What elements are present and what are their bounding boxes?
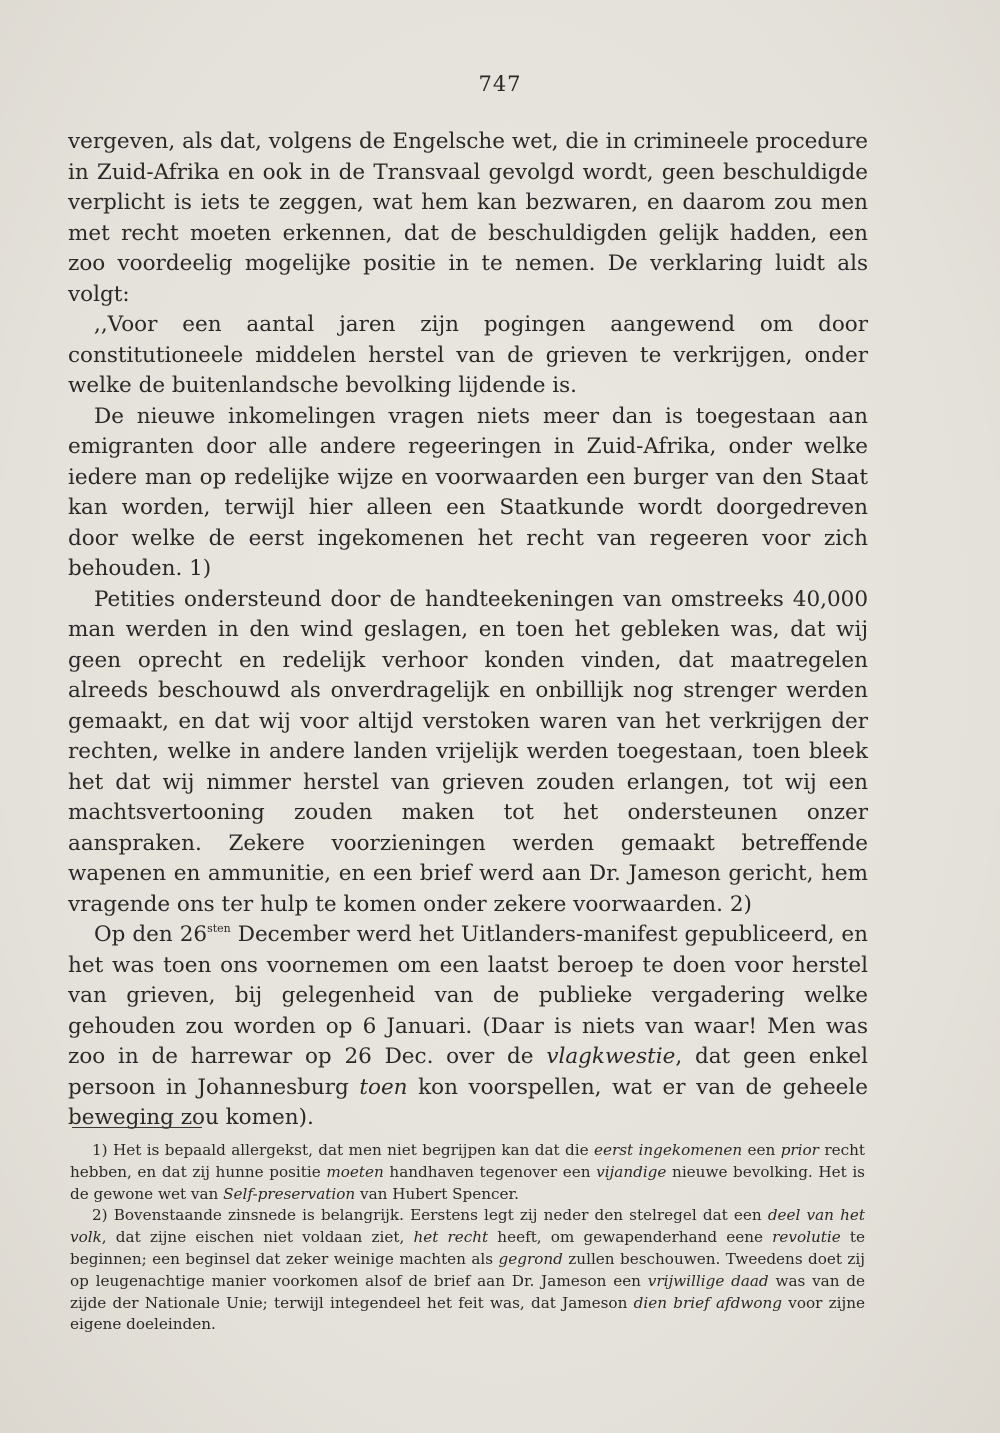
superscript-text: sten [207,922,231,935]
text-segment: kon voorspellen, wat er van de geheele beweging zou komen). [68,1074,868,1130]
italic-text: dien brief afdwong [633,1293,783,1312]
text-segment: 1) Het is bepaald allergekst, dat men niet begrijpen kan dat die [92,1141,595,1159]
text-segment: zullen beschouwen. Tweedens doet zij op leugenachtige manier voorkomen alsof de brief aan Dr. Jameson een [70,1249,866,1290]
text-segment: , dat zijne eischen niet voldaan ziet, [101,1228,414,1247]
italic-text: toen [359,1074,408,1100]
text-segment: December werd het Uitlanders-manifest gepubliceerd, en het was toen ons voornemen om een laatst beroep te doen voor herstel van grieven, bij gelegenheid van de publieke vergadering welke gehouden zou worden op 6 Januari. (Daar is niets van waar! Men was zoo in de harrewar op 26 Dec. over de [68,922,868,1069]
italic-text: prior [780,1141,819,1159]
italic-text: vijandige [596,1162,667,1181]
paragraph-5 [68,920,868,1134]
text-segment: vergeven, als dat, volgens de Engelsche wet, die in crimineele procedure in Zuid-Afrika en ook in de Transvaal gevolgd wordt, geen beschuldigde verplicht is iets te zeggen, wat hem kan bezwaren, en daarom zou men met recht moeten erkennen, dat de beschuldigden gelijk hadden, een zoo voordeelig mogelijke positie in te nemen. De verklaring luidt als volgt: [68,129,868,307]
footnote-1 [70,1140,865,1205]
text-segment: van Hubert Spencer. [355,1184,519,1203]
italic-text: het recht [413,1228,489,1247]
text-segment: nieuwe bevolking. Het is de gewone wet van [70,1162,865,1203]
text-segment: 2) Bovenstaande zinsnede is belangrijk. Eerstens legt zij neder den stelregel dat een [92,1206,768,1225]
italic-text: deel van het volk [70,1206,865,1247]
text-segment: was van de zijde der Nationale Unie; terwijl integendeel het feit was, dat Jameson [70,1271,865,1312]
paragraph-4 [68,585,868,921]
text-segment: Petities ondersteund door de handteekeningen van omstreeks 40,000 man werden in den wind geslagen, en toen het gebleken was, dat wij geen oprecht en redelijk verhoor konden vinden, dat maatregelen alreeds beschouwd als onverdragelijk en onbillijk nog strenger werden gemaakt, en dat wij voor altijd verstoken waren van het verkrijgen der rechten, welke in andere landen vrijelijk werden toegestaan, toen bleek het dat wij nimmer herstel van grieven zouden erlangen, tot wij een machtsvertooning zouden maken tot het ondersteunen onzer aanspraken. Zekere voorzieningen werden gemaakt betreffende wapenen en ammunitie, en een brief werd aan Dr. Jameson gericht, hem vragende ons ter hulp te komen onder zekere voorwaarden. 2) [68,586,868,917]
text-segment: ,,Voor een aantal jaren zijn pogingen aangewend om door constitutioneele middelen herstel van de grieven te verkrijgen, onder welke de buitenlandsche bevolking lijdende is. [68,312,868,398]
paragraph-1 [68,127,868,310]
paragraph-2 [68,310,868,402]
italic-text: vlagkwestie [546,1044,676,1069]
text-segment: voor zijne eigene doeleinden. [70,1293,866,1334]
text-segment: recht hebben, en dat zij hunne positie [70,1141,865,1181]
text-segment: te beginnen; een beginsel dat zeker weinige machten als [70,1228,865,1268]
paragraph-3 [68,402,868,585]
page-number: 747 [478,72,522,96]
text-segment: handhaven tegenover een [383,1162,597,1181]
footnote-divider [72,1127,202,1128]
italic-text: eerst ingekomenen [594,1141,743,1159]
text-segment: heeft, om gewapenderhand eene [488,1228,773,1247]
footnotes [70,1140,865,1336]
body-text [68,127,868,1134]
italic-text: Self-preservation [223,1184,356,1203]
text-segment: , dat geen enkel persoon in Johannesburg [68,1044,868,1100]
text-segment: De nieuwe inkomelingen vragen niets meer dan is toegestaan aan emigranten door alle andere regeeringen in Zuid-Afrika, onder welke iedere man op redelijke wijze en voorwaarden een burger van den Staat kan worden, terwijl hier alleen een Staatkunde wordt doorgedreven door welke de eerst ingekomenen het recht van regeeren voor zich behouden. 1) [68,403,868,581]
italic-text: vrijwillige daad [647,1271,769,1290]
italic-text: revolutie [772,1228,841,1247]
italic-text: moeten [326,1162,384,1181]
footnote-2 [70,1205,865,1336]
text-segment: een [742,1141,781,1159]
italic-text: gegrond [498,1249,563,1268]
text-segment: Op den 26 [94,922,208,947]
